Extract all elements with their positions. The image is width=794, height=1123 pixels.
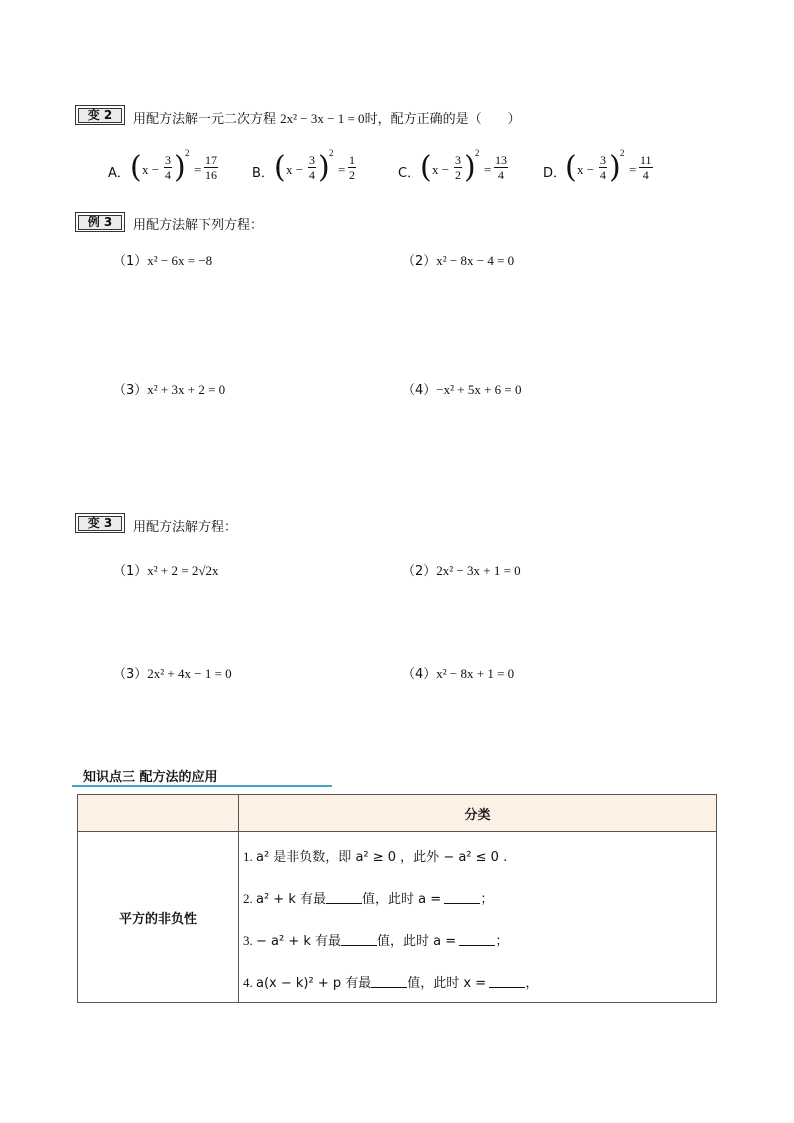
item-equation: x² + 3x + 2 = 0 [147, 382, 226, 397]
left-paren: ( [565, 150, 577, 185]
line-text: − a² + k 有最 [256, 934, 342, 949]
equals-sign: = [194, 162, 202, 177]
answer-blank[interactable] [444, 891, 480, 904]
item-label: （4） [402, 667, 437, 682]
left-paren: ( [420, 150, 432, 185]
item-equation: x² + 2 = 2√2x [147, 563, 219, 578]
option-rhs: $\frac{17}{16}$ [205, 153, 217, 182]
item-label: （3） [113, 667, 148, 682]
bian3-item-1 [113, 560, 218, 579]
option-exponent: 2 [475, 148, 480, 158]
option-inner: x − [286, 162, 304, 177]
answer-blank[interactable] [459, 933, 495, 946]
bian2-tag: 变 2 [75, 105, 125, 125]
option-rhs: $\frac{1}{2}$ [349, 153, 355, 182]
option-fraction: $\frac{3}{4}$ [165, 153, 171, 182]
item-equation: 2x² − 3x + 1 = 0 [436, 563, 521, 578]
bian3-tag: 变 3 [75, 513, 125, 533]
option-letter: B． [252, 166, 274, 181]
knowledge-line-1: 1. a² 是非负数，即 a² ≥ 0 ，此外 − a² ≤ 0 . [243, 849, 508, 865]
right-paren: ) [609, 150, 621, 185]
option-c[interactable] [398, 150, 508, 190]
option-d[interactable] [543, 150, 653, 190]
item-label: （1） [113, 564, 148, 579]
equals-sign: = [338, 162, 346, 177]
option-letter: D． [543, 166, 567, 181]
answer-blank[interactable] [489, 975, 525, 988]
item-label: （4） [402, 383, 437, 398]
item-equation: x² − 8x − 4 = 0 [436, 253, 515, 268]
bian3-item-3 [113, 663, 232, 682]
bian3-item-2 [402, 560, 521, 579]
line-text: a² 是非负数，即 a² ≥ 0 ，此外 − a² ≤ 0 . [256, 850, 508, 865]
knowledge-line-2: 2. a² + k 有最 值，此时 a = ； [243, 891, 494, 907]
option-letter: C． [398, 166, 421, 181]
option-b[interactable] [252, 150, 362, 190]
line-text: 值，此时 a = [377, 934, 457, 949]
section-title: 知识点三 配方法的应用 [83, 770, 218, 785]
bian3-item-4 [402, 663, 514, 682]
option-inner: x − [432, 162, 450, 177]
line-text: 值，此时 a = [362, 892, 442, 907]
answer-blank[interactable] [371, 975, 407, 988]
bian2-stem-equation: 2x² − 3x − 1 = 0 [280, 111, 365, 126]
bian2-stem-tail: 时，配方正确的是（ ） [364, 112, 521, 127]
li3-item-2 [402, 250, 514, 269]
right-paren: ) [174, 150, 186, 185]
item-label: （2） [402, 254, 437, 269]
li3-item-3 [113, 379, 225, 398]
header-category-cell: 分类 [239, 795, 717, 832]
line-text: 值，此时 x = [407, 976, 487, 991]
item-label: （2） [402, 564, 437, 579]
option-exponent: 2 [329, 148, 334, 158]
bian2-stem [133, 108, 521, 127]
option-letter: A． [108, 166, 130, 181]
item-equation: x² − 8x + 1 = 0 [436, 666, 515, 681]
option-exponent: 2 [185, 148, 190, 158]
bian3-stem: 用配方法解方程： [133, 520, 238, 535]
option-inner: x − [577, 162, 595, 177]
item-equation: 2x² + 4x − 1 = 0 [147, 666, 232, 681]
left-paren: ( [130, 150, 142, 185]
item-label: （3） [113, 383, 148, 398]
item-label: （1） [113, 254, 148, 269]
li3-item-1 [113, 250, 212, 269]
right-paren: ) [318, 150, 330, 185]
equals-sign: = [484, 162, 492, 177]
option-exponent: 2 [620, 148, 625, 158]
knowledge-line-4: 4. a(x − k)² + p 有最 值，此时 x = ， [243, 975, 539, 991]
section-title-rule [72, 785, 332, 787]
item-equation: x² − 6x = −8 [147, 253, 213, 268]
li3-tag: 例 3 [75, 212, 125, 232]
li3-stem: 用配方法解下列方程： [133, 218, 264, 233]
option-rhs: $\frac{13}{4}$ [495, 153, 507, 182]
answer-blank[interactable] [326, 891, 362, 904]
header-empty-cell [78, 795, 239, 832]
item-equation: −x² + 5x + 6 = 0 [436, 382, 522, 397]
option-a[interactable] [108, 150, 218, 190]
option-inner: x − [142, 162, 160, 177]
table-header-row [78, 795, 717, 832]
line-text: ； [480, 892, 494, 907]
li3-item-4 [402, 379, 522, 398]
row-label: 平方的非负性 [78, 832, 239, 1003]
option-fraction: $\frac{3}{4}$ [309, 153, 315, 182]
line-text: ， [525, 976, 539, 991]
line-text: ； [495, 934, 509, 949]
left-paren: ( [274, 150, 286, 185]
option-fraction: $\frac{3}{4}$ [600, 153, 606, 182]
line-text: a(x − k)² + p 有最 [256, 976, 372, 991]
option-fraction: $\frac{3}{2}$ [455, 153, 461, 182]
answer-blank[interactable] [341, 933, 377, 946]
bian2-stem-text: 用配方法解一元二次方程 [133, 112, 277, 127]
knowledge-line-3: 3. − a² + k 有最 值，此时 a = ； [243, 933, 509, 949]
line-text: a² + k 有最 [256, 892, 326, 907]
right-paren: ) [464, 150, 476, 185]
equals-sign: = [629, 162, 637, 177]
option-rhs: $\frac{11}{4}$ [640, 153, 652, 182]
